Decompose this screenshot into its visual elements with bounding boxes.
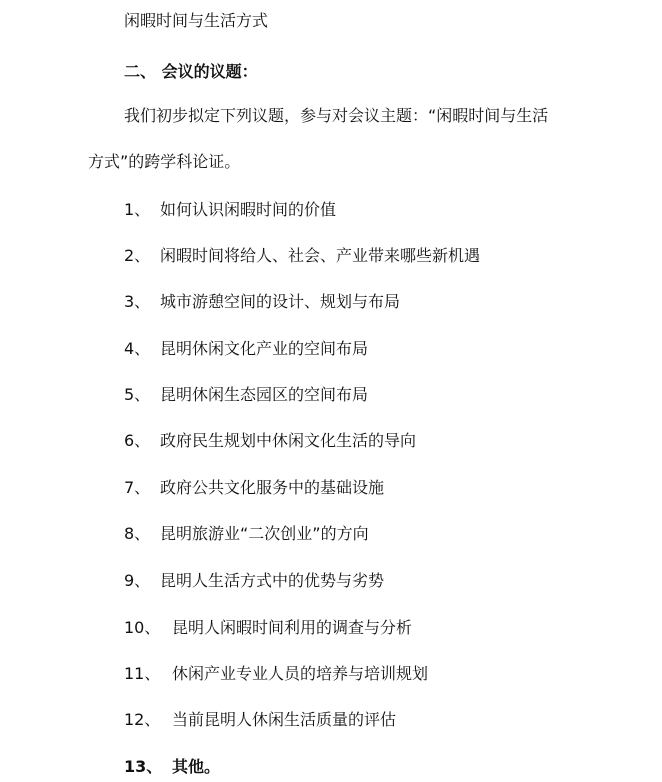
agenda-item-number: 6、: [124, 431, 151, 450]
agenda-item-text: 昆明休闲生态园区的空间布局: [160, 385, 369, 404]
agenda-item-text: 如何认识闲暇时间的价值: [160, 200, 337, 219]
agenda-item-number: 9、: [124, 571, 151, 590]
agenda-item: [124, 385, 368, 405]
agenda-item-number: 10、: [124, 618, 161, 637]
agenda-item: [124, 618, 412, 638]
agenda-item: [124, 524, 369, 544]
agenda-item-number: 2、: [124, 246, 151, 265]
agenda-item-number: 11、: [124, 664, 161, 683]
intro-paragraph-line-2: 方式”的跨学科论证。: [88, 152, 241, 171]
agenda-item: [124, 664, 428, 684]
agenda-item: [124, 200, 336, 220]
agenda-item-text: 昆明人生活方式中的优势与劣势: [160, 571, 385, 590]
agenda-item: [124, 339, 368, 359]
agenda-item-number: 4、: [124, 339, 151, 358]
agenda-item: [124, 710, 396, 730]
agenda-item-text: 休闲产业专业人员的培养与培训规划: [172, 664, 429, 683]
agenda-item: [124, 571, 384, 591]
agenda-item: [124, 478, 384, 498]
agenda-item-number: 5、: [124, 385, 151, 404]
agenda-item-text: 昆明休闲文化产业的空间布局: [160, 339, 369, 358]
agenda-item: [124, 757, 220, 777]
agenda-item-number: 7、: [124, 478, 151, 497]
agenda-item-text: 昆明旅游业“二次创业”的方向: [160, 524, 369, 543]
agenda-item-text: 当前昆明人休闲生活质量的评估: [172, 710, 397, 729]
agenda-item: [124, 431, 416, 451]
agenda-item-text: 闲暇时间将给人、社会、产业带来哪些新机遇: [160, 246, 481, 265]
agenda-item-number: 3、: [124, 292, 151, 311]
agenda-item-text: 其他。: [172, 757, 221, 776]
agenda-item-number: 8、: [124, 524, 151, 543]
agenda-item-text: 昆明人闲暇时间利用的调查与分析: [172, 618, 413, 637]
agenda-item-text: 城市游憩空间的设计、规划与布局: [160, 292, 401, 311]
section-heading: 二、 会议的议题：: [124, 62, 258, 81]
agenda-item-number: 1、: [124, 200, 151, 219]
agenda-item: [124, 246, 480, 266]
agenda-item-number: 12、: [124, 710, 161, 729]
agenda-item-number: 13、: [124, 757, 163, 776]
topic-line: 闲暇时间与生活方式: [124, 11, 269, 30]
agenda-item-text: 政府公共文化服务中的基础设施: [160, 478, 385, 497]
agenda-item: [124, 292, 400, 312]
agenda-item-text: 政府民生规划中休闲文化生活的导向: [160, 431, 417, 450]
intro-paragraph-line-1: 我们初步拟定下列议题，参与对会议主题：“闲暇时间与生活: [124, 106, 549, 125]
